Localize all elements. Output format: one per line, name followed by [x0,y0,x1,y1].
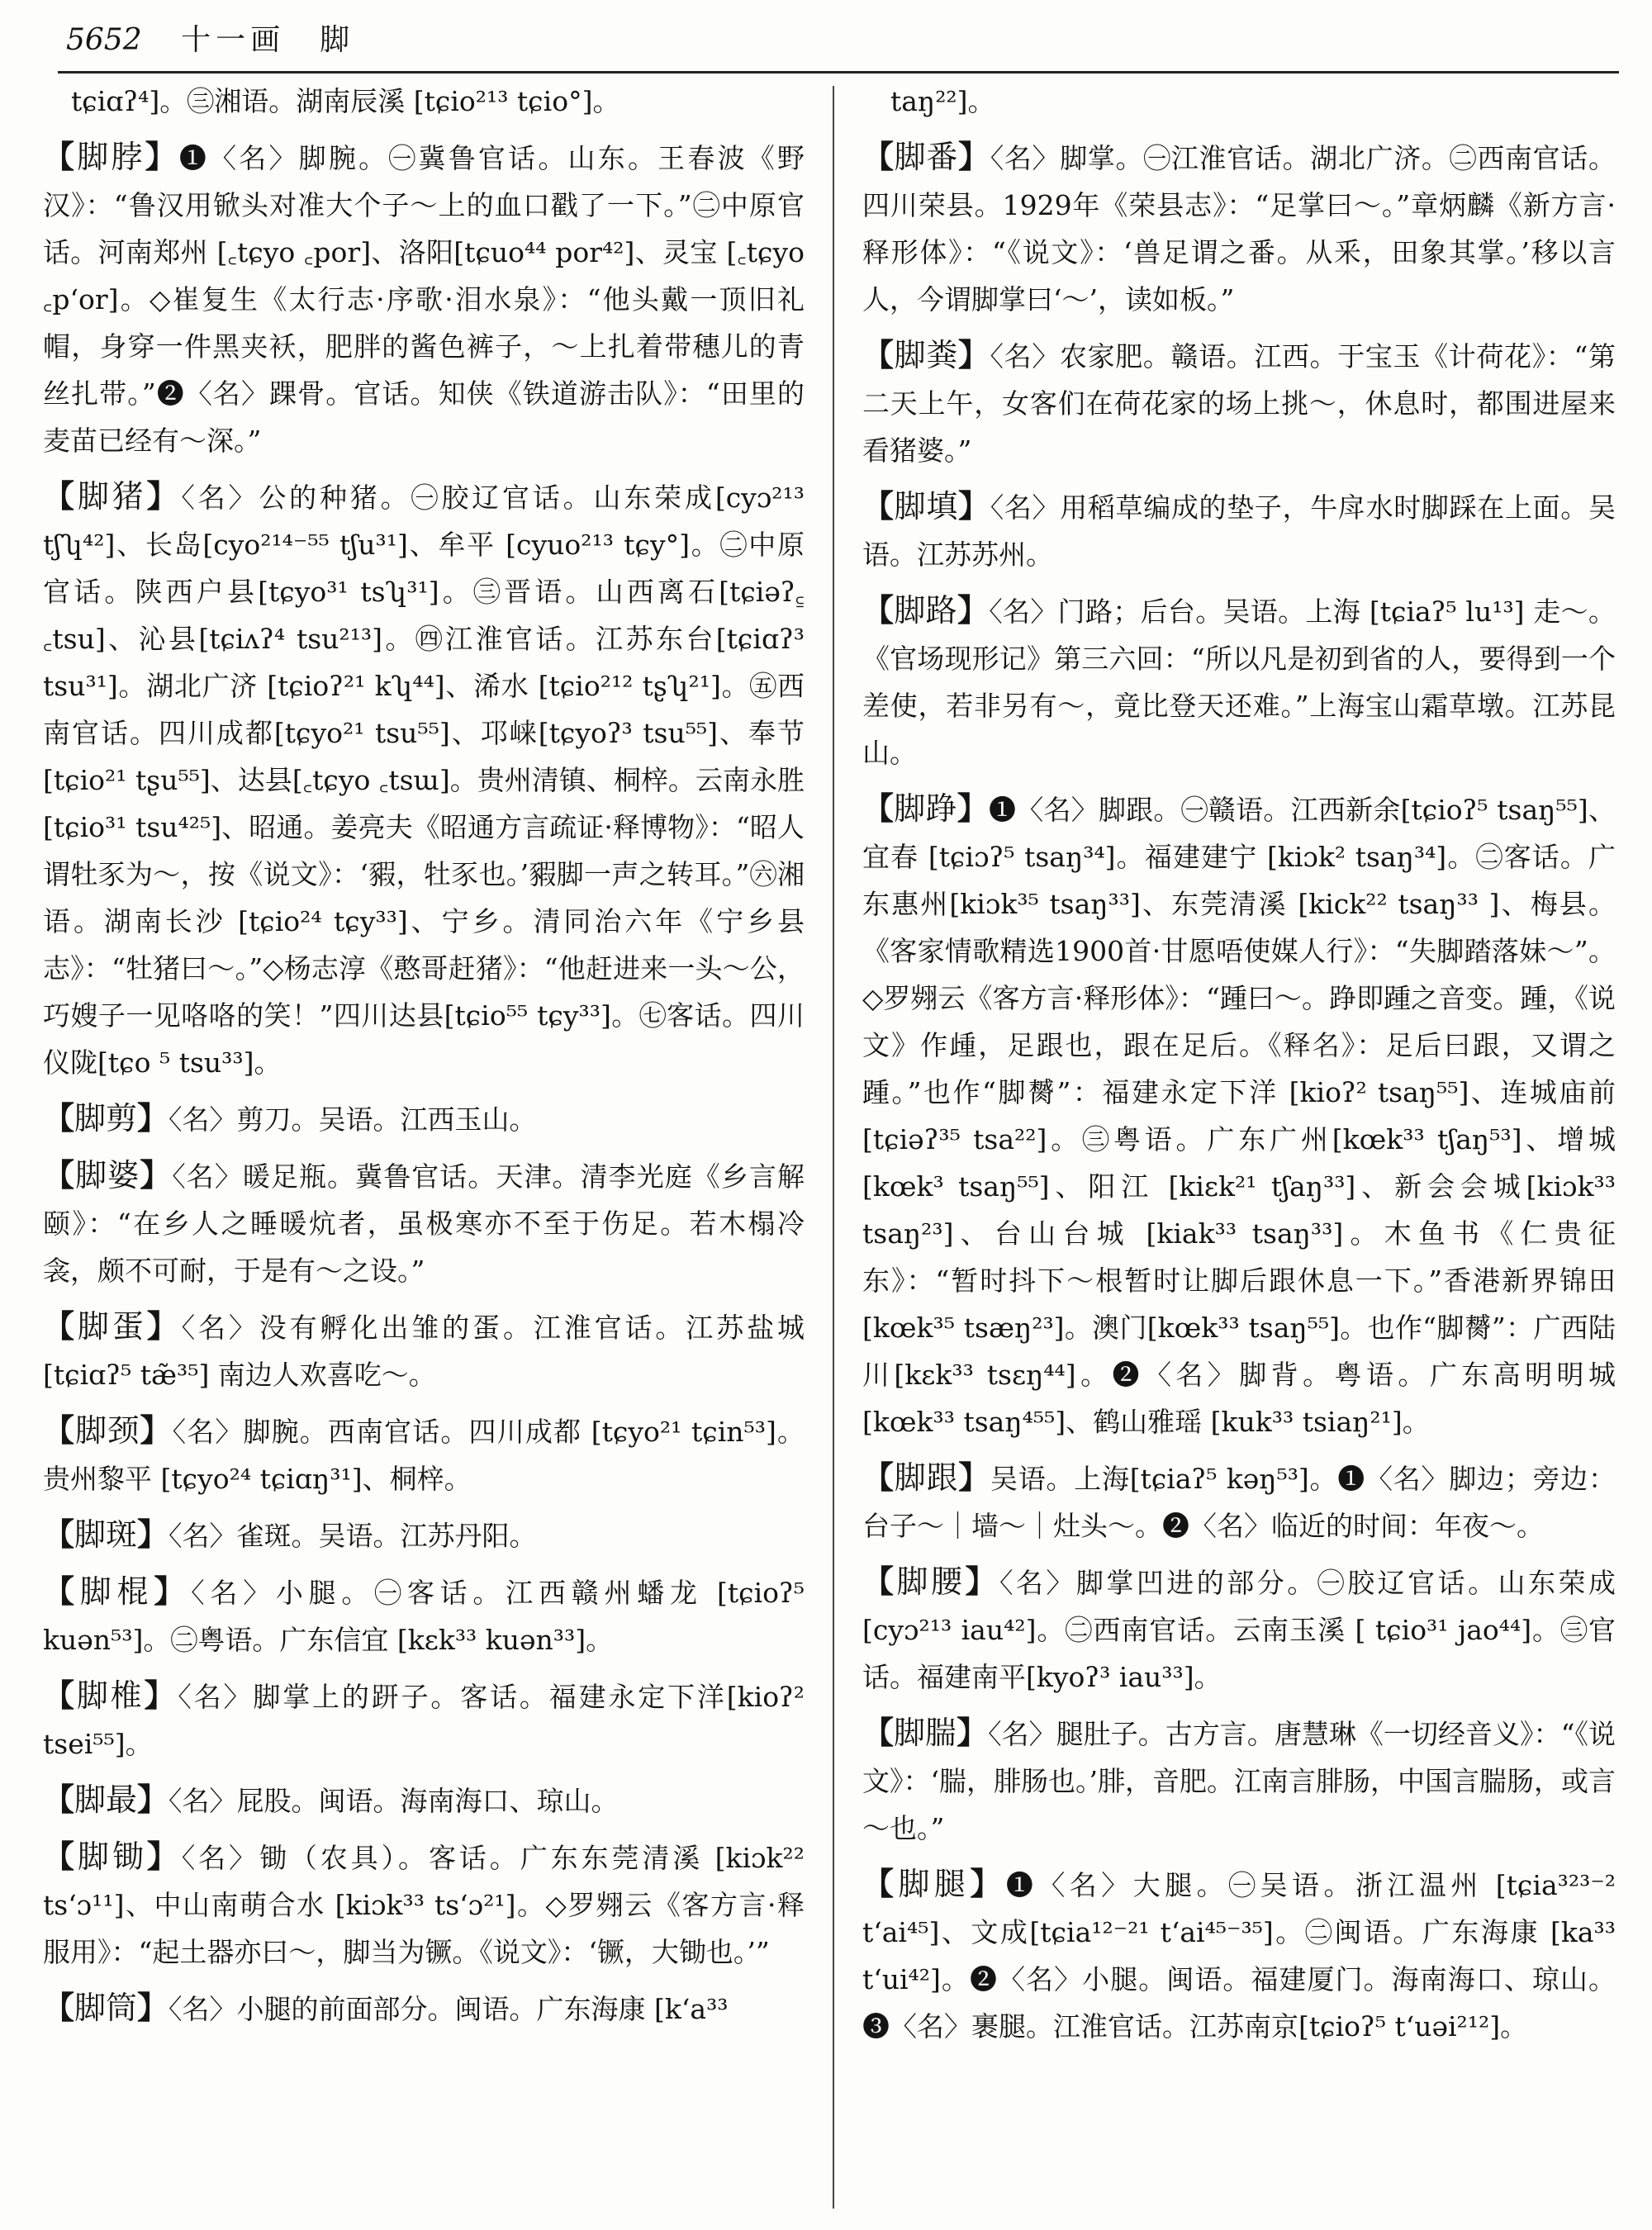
entry-term: 脚腨 [894,1715,957,1751]
dictionary-entry [43,1511,805,1559]
dictionary-entry [43,1672,805,1767]
entry-headword: 【脚椎】 [43,1677,178,1714]
entry-definition: 〈名〉小腿。㊀客话。江西赣州蟠龙 [tɕioʔ⁵ kuən⁵³]。㊁粤语。广东信宜 [kɛk³³ kuən³³]。 [43,1577,805,1656]
entry-term: 脚婆 [75,1157,140,1193]
entry-term: 脚最 [74,1782,138,1818]
dictionary-entry [43,1407,805,1502]
dictionary-entry [43,1984,805,2033]
entry-definition: 〈名〉用稻草编成的垫子，牛戽水时脚踩在上面。吴语。江苏苏州。 [862,491,1616,571]
entry-headword: 【脚棍】 [43,1573,192,1610]
entry-headword: 【脚锄】 [43,1838,182,1875]
entry-term: 脚椎 [76,1677,145,1714]
entry-headword: 【脚颈】 [43,1412,173,1449]
entry-term: 脚粪 [894,337,958,373]
entry-term: 脚剪 [74,1100,138,1136]
section-title: 十一画 脚 [181,23,355,57]
entry-definition: ❶〈名〉脚腕。㊀冀鲁官话。山东。王春波《野汉》：“鲁汉用锨头对准大个子～上的血口戳了一下。”㊁中原官话。河南郑州 [꜀tɕyo ꜀por]、洛阳[tɕuo⁴⁴ por⁴²]、灵宝 [꜀tɕyo ꜀pʻor]。◇崔复生《太行志·序歌·泪水泉》：“他头戴一顶旧礼帽，身穿一件黑夹袄，肥胖的酱色裤子，～上扎着带穗儿的青丝扎带。”❷〈名〉踝骨。官话。知侠《铁道游击队》：“田里的麦苗已经有～深。” [43,142,805,457]
entry-term: 脚填 [894,488,959,524]
entry-term: 脚跟 [894,1459,959,1496]
entry-definition: 〈名〉剪刀。吴语。江西玉山。 [169,1103,537,1136]
entry-headword: 【脚剪】 [43,1099,169,1136]
entry-headword: 【脚腿】 [862,1865,1006,1902]
entry-term: 脚腿 [898,1866,971,1902]
entry-definition: 〈名〉农家肥。赣语。江西。于宝玉《计荷花》：“第二天上午，女客们在荷花家的场上挑～，休息时，都围进屋来看猪婆。” [862,340,1616,467]
dictionary-entry [43,1776,805,1824]
entry-term: 脚番 [894,139,959,175]
entry-headword: 【脚猪】 [43,477,182,515]
entry-headword: 【脚腨】 [862,1714,989,1751]
dictionary-entry [862,1709,1616,1852]
entry-headword: 【脚跟】 [862,1459,990,1496]
entry-headword: 【脚粪】 [862,336,990,373]
entry-definition: ❶〈名〉脚跟。㊀赣语。江西新余[tɕioʔ⁵ tsaŋ⁵⁵]、宜春 [tɕiɔʔ⁵ tsaŋ³⁴]。福建建宁 [kiɔk² tsaŋ³⁴]。㊁客话。广东惠州[kiɔk³⁵ tsaŋ³³]、东莞清溪 [kick²² tsaŋ³³ ]、梅县。《客家情歌精选1900首·甘愿唔使媒人行》：“失脚踏落妹～”。◇罗翙云《客方言·释形体》：“踵曰～。踭即踵之音变。踵，《说文》作歱，足跟也，跟在足后。《释名》：足后曰跟，又谓之踵。”也作“脚膥”：福建永定下洋 [kioʔ² tsaŋ⁵⁵]、连城庙前 [tɕiəʔ³⁵ tsa²²]。㊂粤语。广东广州[kœk³³ tʃaŋ⁵³]、增城[kœk³ tsaŋ⁵⁵]、阳江 [kiɛk²¹ tʃaŋ³³]、新会会城[kiɔk³³ tsaŋ²³]、台山台城 [kiak³³ tsaŋ³³]。木鱼书《仁贵征东》：“暂时抖下～根暂时让脚后跟休息一下。”香港新界锦田 [kœk³⁵ tsæŋ²³]。澳门[kœk³³ tsaŋ⁵⁵]。也作“脚膥”：广西陆川[kɛk³³ tsɛŋ⁴⁴]。❷〈名〉脚背。粤语。广东高明明城 [kœk³³ tsaŋ⁴⁵⁵]、鹤山雅瑶 [kuk³³ tsiaŋ²¹]。 [862,794,1616,1438]
entry-definition: 〈名〉脚掌凹进的部分。㊀胶辽官话。山东荣成[cyɔ²¹³ iau⁴²]。㊁西南官话。云南玉溪 [ tɕio³¹ jao⁴⁴]。㊂官话。福建南平[kyoʔ³ iau³³]。 [862,1567,1616,1693]
entry-definition: ❶〈名〉大腿。㊀吴语。浙江温州 [tɕia³²³⁻² tʻai⁴⁵]、文成[tɕia¹²⁻²¹ tʻai⁴⁵⁻³⁵]。㊁闽语。广东海康 [ka³³ tʻui⁴²]。❷〈名〉小腿。闽语。福建厦门。海南海口、琼山。❸〈名〉裹腿。江淮官话。江苏南京[tɕioʔ⁵ tʻuəi²¹²]。 [862,1869,1616,2043]
entry-definition: 〈名〉暖足瓶。冀鲁官话。天津。清李光庭《乡言解颐》：“在乡人之睡暖炕者，虽极寒亦不至于伤足。若木榻冷衾，颇不可耐，于是有～之设。” [43,1160,805,1287]
dictionary-entry [862,133,1616,323]
dictionary-entry [862,785,1616,1445]
entry-term: 脚路 [894,592,957,629]
entry-definition: 〈名〉屁股。闽语。海南海口、琼山。 [169,1785,619,1817]
entry-headword: 【脚腰】 [862,1563,999,1600]
left-column [43,78,805,2041]
entry-definition: 〈名〉脚腕。西南官话。四川成都 [tɕyo²¹ tɕin⁵³]。贵州黎平 [tɕyo²⁴ tɕiɑŋ³¹]、桐梓。 [43,1416,805,1495]
entry-definition: 〈名〉脚掌。㊀江淮官话。湖北广济。㊁西南官话。四川荣县。1929年《荣县志》：“足掌曰～。”章炳麟《新方言·释形体》：“《说文》：‘兽足谓之番。从釆，田象其掌。’移以言人，今谓脚掌曰‘～’，读如板。” [862,142,1616,316]
entry-term: 脚锄 [77,1839,147,1875]
dictionary-entry [43,1833,805,1976]
entry-headword: 【脚脖】 [43,138,179,175]
dictionary-entry [43,1094,805,1143]
entry-definition: 〈名〉腿肚子。古方言。唐慧琳《一切经音义》：“《说文》：‘腨，腓肠也。’腓，音肥。江南言腓肠，中国言腨肠，或言～也。” [862,1718,1616,1844]
dictionary-entry [862,1860,1616,2050]
column-divider [833,86,834,2209]
entry-definition: 〈名〉没有孵化出雏的蛋。江淮官话。江苏盐城 [tɕiɑʔ⁵ tæ̃³⁵] 南边人欢喜吃～。 [43,1312,805,1391]
dictionary-entry [862,1558,1616,1701]
entry-definition: 〈名〉雀斑。吴语。江苏丹阳。 [169,1520,537,1552]
dictionary-entry [43,1568,805,1663]
entry-term: 脚踭 [894,790,957,827]
entry-headword: 【脚蛋】 [43,1307,182,1345]
dictionary-entry [43,1302,805,1398]
entry-term: 脚颈 [75,1412,140,1449]
entry-definition: 〈名〉公的种猪。㊀胶辽官话。山东荣成[cyɔ²¹³ tʃʮ⁴²]、长岛[cyo²¹⁴⁻⁵⁵ tʃu³¹]、牟平 [cyuo²¹³ tɕy°]。㊁中原官话。陕西户县[tɕyo³¹ tsʮ³¹]。㊂晋语。山西离石[tɕiəʔ꜁ ꜀tsu]、沁县[tɕiʌʔ⁴ tsu²¹³]。㊃江淮官话。江苏东台[tɕiɑʔ³ tsu³¹]。湖北广济 [tɕioʔ²¹ kʮ⁴⁴]、浠水 [tɕio²¹² tʂʮ²¹]。㊄西南官话。四川成都[tɕyo²¹ tsu⁵⁵]、邛崃[tɕyoʔ³ tsu⁵⁵]、奉节 [tɕio²¹ tʂu⁵⁵]、达县[꜀tɕyo ꜀tsɯ]。贵州清镇、桐梓。云南永胜 [tɕio³¹ tsu⁴²⁵]、昭通。姜亮夫《昭通方言疏证·释博物》：“昭人谓牡豕为～，按《说文》：‘豭，牡豕也。’豭脚一声之转耳。”㊅湘语。湖南长沙 [tɕio²⁴ tɕy³³]、宁乡。清同治六年《宁乡县志》：“牡猪曰～。”◇杨志淳《憨哥赶猪》：“他赶进来一头～公，巧嫂子一见咯咯的笑！”四川达县[tɕio⁵⁵ tɕy³³]。㊆客话。四川仪陇[tɕo ⁵ tsu³³]。 [43,482,805,1079]
entry-definition: 〈名〉脚掌上的趼子。客话。福建永定下洋[kioʔ² tsei⁵⁵]。 [43,1681,805,1760]
entry-definition: 吴语。上海[tɕiaʔ⁵ kəŋ⁵³]。❶〈名〉脚边；旁边：台子～｜墙～｜灶头～。❷〈名〉临近的时间：年夜～。 [862,1463,1616,1542]
entry-headword: 【脚最】 [43,1781,169,1818]
entry-term: 脚筒 [74,1990,138,2026]
dictionary-entry [43,133,805,464]
dictionary-entry [862,331,1616,474]
entry-term: 脚棍 [79,1573,154,1610]
page-number: 5652 [66,23,142,57]
dictionary-entry [43,1151,805,1294]
dictionary-entry [862,1454,1616,1549]
entry-term: 脚脖 [77,139,145,175]
dictionary-entry [862,482,1616,578]
right-continuation: taŋ²²]。 [890,85,995,117]
entry-headword: 【脚番】 [862,138,990,175]
entry-headword: 【脚斑】 [43,1516,169,1553]
entry-term: 脚斑 [74,1516,138,1553]
entry-headword: 【脚筒】 [43,1989,169,2026]
dictionary-entry [43,472,805,1086]
entry-definition: 〈名〉小腿的前面部分。闽语。广东海康 [kʻa³³ [169,1993,729,2025]
left-continuation: tɕiɑʔ⁴]。㊂湘语。湖南辰溪 [tɕio²¹³ tɕio°]。 [71,85,620,117]
entry-definition: 〈名〉门路；后台。吴语。上海 [tɕiaʔ⁵ lu¹³] 走～。《官场现形记》第三六回：“所以凡是初到省的人，要得到一个差使，若非另有～，竟比登天还难。”上海宝山霜草墩。江苏昆山。 [862,595,1616,769]
entry-headword: 【脚婆】 [43,1156,173,1193]
right-column [862,78,1616,2058]
header-rule [58,71,1619,74]
page-header [66,17,1619,64]
entry-headword: 【脚填】 [862,487,990,524]
entry-headword: 【脚踭】 [862,790,989,827]
entry-headword: 【脚路】 [862,591,990,629]
entry-definition: 〈名〉锄（农具）。客话。广东东莞清溪 [kiɔk²² tsʻɔ¹¹]、中山南萌合水 [kiɔk³³ tsʻɔ²¹]。◇罗翙云《客方言·释服用》：“起土器亦曰～，脚当为镢。《说文》：‘镢，大锄也。’” [43,1842,805,1968]
entry-term: 脚腰 [896,1563,966,1600]
entry-term: 脚猪 [77,478,147,515]
entry-term: 脚蛋 [77,1308,147,1345]
dictionary-entry [862,586,1616,776]
